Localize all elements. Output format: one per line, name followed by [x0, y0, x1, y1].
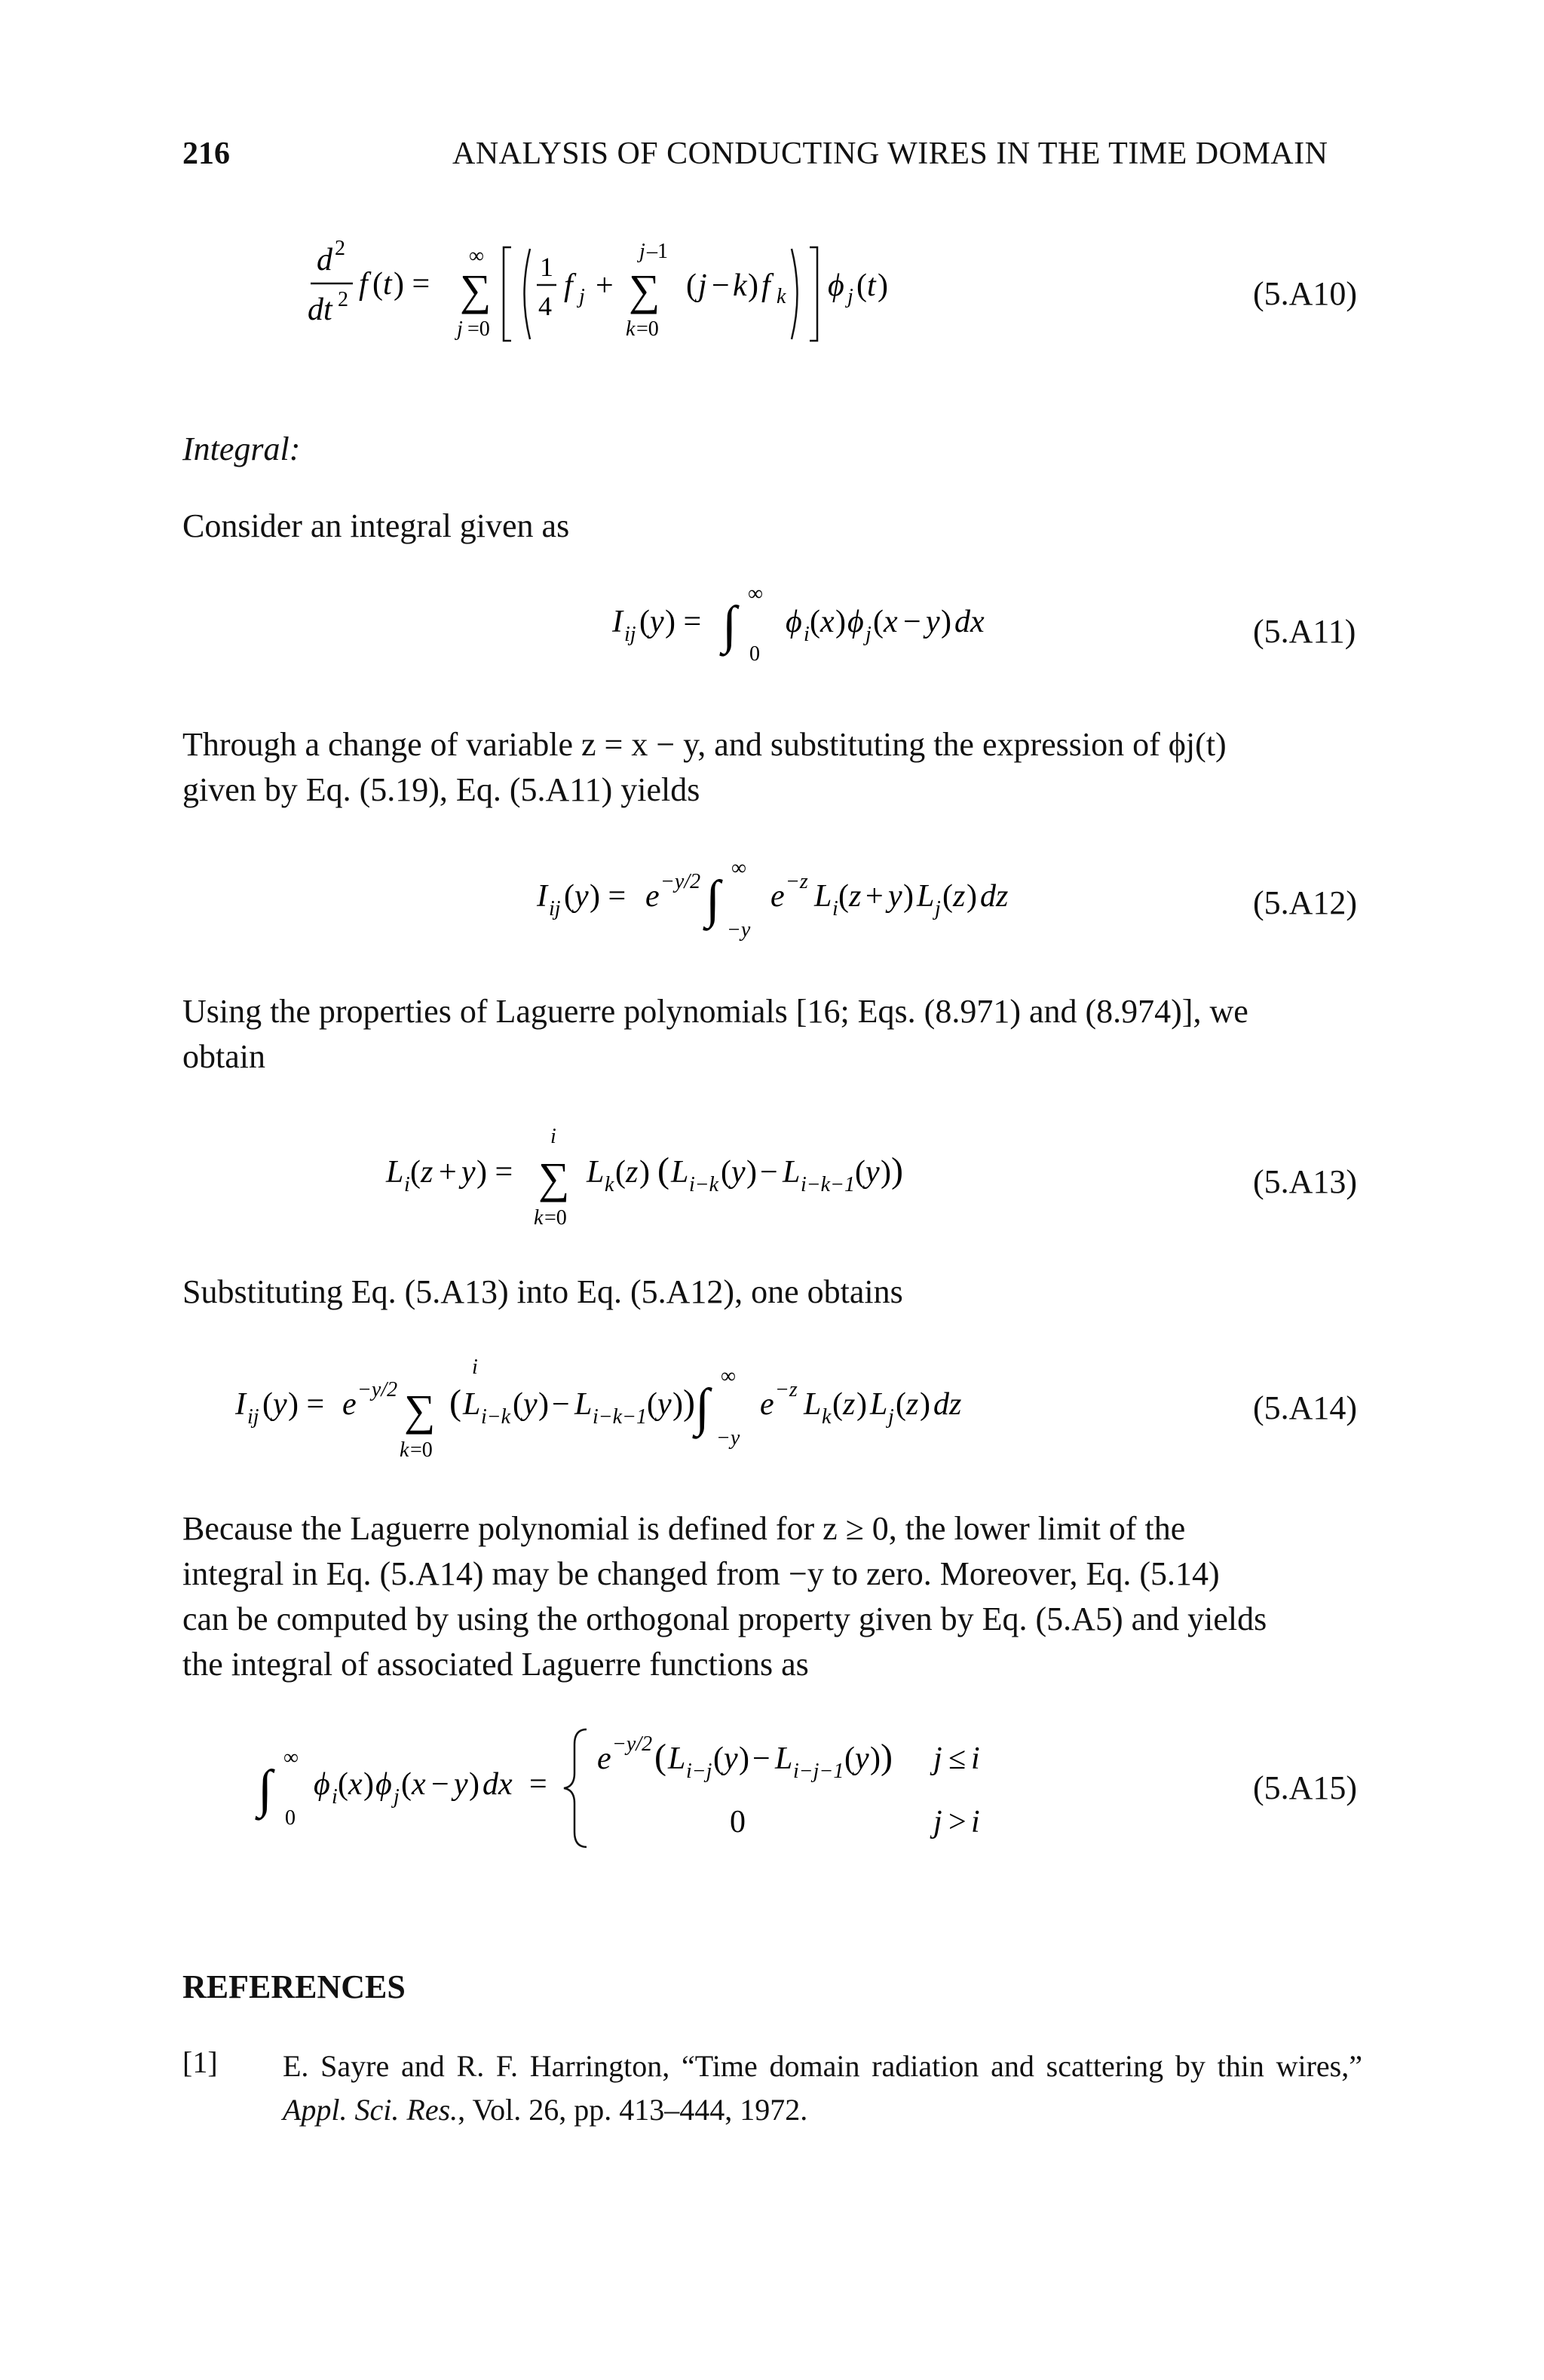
equation-label-5a13: (5.A13) [1253, 1163, 1358, 1200]
svg-text:): ) [870, 1741, 881, 1776]
svg-text:L: L [804, 1387, 822, 1422]
svg-text:z: z [421, 1155, 433, 1190]
svg-text:y: y [657, 1387, 672, 1422]
svg-text:dx: dx [482, 1767, 513, 1802]
svg-text:(: ( [647, 1387, 657, 1422]
svg-text:0: 0 [730, 1805, 746, 1839]
svg-text:): ) [967, 879, 977, 914]
svg-text:ij: ij [247, 1405, 259, 1429]
svg-text:i: i [971, 1741, 980, 1776]
svg-text:t: t [867, 268, 876, 303]
svg-text:z: z [906, 1387, 919, 1422]
svg-text:y: y [454, 1767, 468, 1802]
svg-text:): ) [881, 1737, 893, 1777]
svg-text:z: z [843, 1387, 856, 1422]
svg-text:−: − [752, 1741, 770, 1776]
equation-label-5a11: (5.A11) [1253, 613, 1356, 650]
svg-text:(: ( [856, 268, 867, 303]
paragraph-5-line-4: the integral of associated Laguerre functions as [182, 1646, 809, 1683]
svg-text:∑: ∑ [538, 1153, 570, 1202]
svg-text:z: z [849, 879, 862, 914]
svg-text:∞: ∞ [748, 582, 763, 605]
svg-text:j: j [933, 1805, 942, 1839]
svg-text:L: L [814, 879, 832, 914]
equation-5a12 [534, 844, 1152, 950]
svg-text:i: i [404, 1173, 410, 1196]
svg-text:d: d [317, 243, 332, 277]
svg-text:k: k [822, 1405, 832, 1429]
svg-text:f: f [761, 268, 770, 303]
svg-text:k: k [777, 285, 786, 308]
equation-5a13 [383, 1120, 1107, 1241]
svg-text:e: e [760, 1387, 774, 1422]
svg-text:−y/2: −y/2 [612, 1732, 653, 1756]
reference-entry [283, 2045, 1362, 2132]
svg-text:i: i [472, 1355, 478, 1379]
section-heading-integral: Integral: [182, 430, 301, 467]
svg-text:i−j−1: i−j−1 [793, 1760, 844, 1783]
svg-text:−z: −z [786, 870, 808, 893]
svg-text:i−k−1: i−k−1 [593, 1405, 647, 1429]
svg-text:−y: −y [716, 1426, 740, 1450]
svg-text:∞: ∞ [283, 1746, 299, 1769]
svg-text:j: j [888, 1405, 894, 1429]
svg-text:): ) [363, 1767, 374, 1802]
svg-text:=: = [529, 1767, 547, 1802]
svg-text:ϕ: ϕ [828, 268, 844, 303]
svg-text:x: x [412, 1767, 426, 1802]
svg-text:=0: =0 [636, 317, 659, 341]
svg-text:): ) [920, 1387, 930, 1422]
svg-text:ϕ: ϕ [375, 1767, 392, 1802]
svg-text:(: ( [410, 1155, 421, 1190]
svg-text:+: + [865, 879, 884, 914]
svg-text:2: 2 [335, 237, 345, 260]
svg-text:−y: −y [727, 918, 751, 942]
svg-text:(: ( [449, 1383, 461, 1423]
equation-5a14 [232, 1346, 1182, 1467]
svg-text:y: y [574, 879, 589, 914]
paragraph-1: Consider an integral given as [182, 507, 570, 544]
svg-text:f: f [564, 268, 573, 303]
svg-text:): ) [748, 268, 758, 303]
svg-text:) =: ) = [394, 267, 430, 302]
svg-text:−: − [903, 605, 921, 639]
svg-text:): ) [941, 605, 951, 639]
svg-text:(: ( [721, 1155, 731, 1190]
svg-text:∑: ∑ [460, 265, 492, 314]
equation-label-5a12: (5.A12) [1253, 884, 1358, 921]
reference-journal: Appl. Sci. Res. [283, 2093, 458, 2127]
reference-text-part-2: , Vol. 26, pp. 413–444, 1972. [458, 2093, 808, 2127]
svg-text:=0: =0 [410, 1438, 433, 1462]
svg-text:e: e [597, 1741, 611, 1776]
svg-text:=0: =0 [467, 317, 490, 341]
svg-text:) =: ) = [590, 879, 626, 914]
svg-text:z: z [953, 879, 966, 914]
svg-text:−: − [431, 1767, 449, 1802]
svg-text:(: ( [262, 1387, 273, 1422]
page-number: 216 [182, 136, 230, 171]
svg-text:i−k−1: i−k−1 [801, 1173, 855, 1196]
svg-text:j: j [865, 623, 872, 646]
svg-text:y: y [650, 605, 664, 639]
svg-text:∞: ∞ [731, 856, 746, 880]
svg-text:): ) [835, 605, 846, 639]
svg-text:∑: ∑ [629, 265, 660, 314]
svg-text:): ) [881, 1155, 891, 1190]
svg-text:f: f [359, 267, 368, 302]
svg-text:(: ( [838, 879, 849, 914]
svg-text:j: j [698, 268, 707, 303]
svg-text:ij: ij [624, 623, 636, 646]
svg-text:(: ( [713, 1741, 724, 1776]
svg-text:+: + [439, 1155, 457, 1190]
svg-text:e: e [645, 879, 660, 914]
svg-text:I: I [612, 605, 623, 639]
svg-text:): ) [683, 1383, 695, 1423]
svg-text:y: y [865, 1155, 880, 1190]
svg-text:0: 0 [749, 642, 760, 666]
svg-text:(: ( [615, 1155, 626, 1190]
equation-5a10 [300, 226, 1129, 362]
svg-text:i: i [832, 897, 838, 920]
svg-text:): ) [672, 1387, 683, 1422]
svg-text:) =: ) = [476, 1155, 513, 1190]
svg-text:L: L [574, 1387, 593, 1422]
svg-text:dz: dz [933, 1387, 962, 1422]
equation-5a15 [255, 1719, 1205, 1855]
svg-text:j: j [579, 285, 585, 308]
paragraph-5-line-2: integral in Eq. (5.A14) may be changed from −y to zero. Moreover, Eq. (5.14) [182, 1555, 1220, 1592]
equation-label-5a15: (5.A15) [1253, 1769, 1358, 1806]
svg-text:(: ( [942, 879, 953, 914]
svg-text:e: e [770, 879, 785, 914]
svg-text:y: y [724, 1741, 738, 1776]
svg-text:(: ( [564, 879, 574, 914]
svg-text:−z: −z [775, 1378, 798, 1401]
svg-text:=0: =0 [544, 1206, 567, 1230]
svg-text:k: k [534, 1206, 544, 1230]
svg-text:k: k [605, 1173, 614, 1196]
svg-text:ϕ: ϕ [786, 605, 802, 639]
svg-text:(: ( [855, 1155, 865, 1190]
svg-text:j: j [847, 285, 853, 308]
svg-text:): ) [746, 1155, 757, 1190]
paragraph-3-line-2: obtain [182, 1038, 265, 1075]
svg-text:j: j [933, 1741, 942, 1776]
svg-text:–1: –1 [647, 240, 668, 263]
svg-text:(: ( [372, 267, 383, 302]
svg-text:I: I [537, 879, 547, 914]
svg-text:−y/2: −y/2 [357, 1378, 398, 1401]
svg-text:(: ( [873, 605, 884, 639]
svg-text:dz: dz [980, 879, 1009, 914]
svg-text:>: > [948, 1805, 967, 1839]
svg-text:(: ( [657, 1150, 669, 1190]
svg-text:∞: ∞ [469, 244, 484, 268]
svg-text:(: ( [896, 1387, 906, 1422]
paragraph-4: Substituting Eq. (5.A13) into Eq. (5.A12), one obtains [182, 1273, 903, 1310]
svg-text:L: L [671, 1155, 689, 1190]
svg-text:): ) [639, 1155, 650, 1190]
svg-text:L: L [463, 1387, 481, 1422]
svg-text:i: i [971, 1805, 980, 1839]
svg-text:∞: ∞ [721, 1365, 736, 1388]
svg-text:): ) [856, 1387, 867, 1422]
svg-text:i: i [332, 1785, 338, 1809]
svg-text:(: ( [639, 605, 650, 639]
svg-text:I: I [235, 1387, 246, 1422]
svg-text:y: y [523, 1387, 538, 1422]
svg-text:≤: ≤ [948, 1741, 967, 1776]
svg-text:L: L [668, 1741, 686, 1776]
svg-text:k: k [626, 317, 636, 341]
svg-text:e: e [342, 1387, 357, 1422]
svg-text:y: y [731, 1155, 746, 1190]
svg-text:j: j [639, 240, 645, 263]
svg-text:x: x [348, 1767, 363, 1802]
references-heading: REFERENCES [182, 1968, 406, 2005]
svg-text:4: 4 [538, 291, 552, 321]
svg-text:(: ( [401, 1767, 412, 1802]
svg-text:L: L [587, 1155, 605, 1190]
svg-text:L: L [917, 879, 935, 914]
equation-5a11 [609, 573, 1137, 671]
svg-text:x: x [820, 605, 835, 639]
svg-text:i: i [550, 1125, 556, 1148]
svg-text:i−k: i−k [481, 1405, 511, 1429]
running-title: ANALYSIS OF CONDUCTING WIRES IN THE TIME DOMAIN [452, 136, 1328, 171]
svg-text:∫: ∫ [258, 1760, 273, 1818]
svg-text:∑: ∑ [404, 1386, 436, 1435]
svg-text:(: ( [338, 1767, 348, 1802]
svg-text:1: 1 [540, 252, 553, 282]
svg-text:(: ( [810, 605, 820, 639]
svg-text:t: t [383, 267, 392, 302]
svg-text:y: y [273, 1387, 287, 1422]
svg-text:k: k [400, 1438, 409, 1462]
svg-text:i: i [804, 623, 810, 646]
svg-text:0: 0 [285, 1806, 296, 1830]
svg-text:+: + [596, 268, 614, 303]
svg-text:j: j [935, 897, 941, 920]
svg-text:): ) [739, 1741, 749, 1776]
svg-text:z: z [626, 1155, 639, 1190]
svg-text:j: j [457, 317, 463, 341]
reference-number: [1] [182, 2045, 218, 2079]
svg-text:k: k [733, 268, 747, 303]
svg-text:y: y [855, 1741, 869, 1776]
equation-label-5a10: (5.A10) [1253, 275, 1358, 312]
svg-text:−y/2: −y/2 [660, 870, 701, 893]
paragraph-5-line-3: can be computed by using the orthogonal property given by Eq. (5.A5) and yields [182, 1600, 1267, 1637]
svg-text:): ) [891, 1150, 903, 1190]
svg-text:−: − [712, 268, 730, 303]
svg-text:(: ( [844, 1741, 855, 1776]
svg-text:) =: ) = [288, 1387, 325, 1422]
equation-label-5a14: (5.A14) [1253, 1389, 1358, 1426]
svg-text:−: − [760, 1155, 778, 1190]
reference-text-part-1: E. Sayre and R. F. Harrington, “Time domain radiation and scattering by thin wires,” [283, 2049, 1362, 2083]
svg-text:ϕ: ϕ [847, 605, 864, 639]
svg-text:L: L [870, 1387, 888, 1422]
svg-text:∫: ∫ [695, 1379, 710, 1437]
svg-text:) =: ) = [665, 605, 702, 639]
svg-text:L: L [386, 1155, 404, 1190]
svg-text:(: ( [513, 1387, 523, 1422]
svg-text:y: y [888, 879, 902, 914]
svg-text:ij: ij [549, 897, 561, 920]
svg-text:2: 2 [338, 288, 348, 311]
svg-text:y: y [461, 1155, 476, 1190]
svg-text:(: ( [654, 1737, 666, 1777]
svg-text:−: − [552, 1387, 570, 1422]
paragraph-3-line-1: Using the properties of Laguerre polynomials [16; Eqs. (8.971) and (8.974)], we [182, 993, 1248, 1030]
paragraph-5-line-1: Because the Laguerre polynomial is defined for z ≥ 0, the lower limit of the [182, 1510, 1186, 1547]
svg-text:j: j [394, 1785, 400, 1809]
svg-text:∫: ∫ [706, 871, 721, 929]
svg-text:): ) [878, 268, 888, 303]
svg-text:L: L [783, 1155, 801, 1190]
svg-text:ϕ: ϕ [314, 1767, 330, 1802]
svg-text:(: ( [686, 268, 697, 303]
svg-text:x: x [884, 605, 898, 639]
svg-text:(: ( [832, 1387, 843, 1422]
svg-text:∫: ∫ [722, 596, 737, 654]
paragraph-2-line-2: given by Eq. (5.19), Eq. (5.A11) yields [182, 771, 700, 808]
svg-text:i−k: i−k [689, 1173, 719, 1196]
svg-text:dx: dx [954, 605, 985, 639]
svg-text:): ) [538, 1387, 549, 1422]
svg-text:dt: dt [308, 293, 332, 327]
paragraph-2-line-1: Through a change of variable z = x − y, and substituting the expression of ϕj(t) [182, 726, 1227, 763]
svg-text:): ) [903, 879, 914, 914]
svg-text:y: y [926, 605, 940, 639]
svg-text:i−j: i−j [686, 1760, 712, 1783]
svg-text:L: L [775, 1741, 793, 1776]
svg-text:): ) [469, 1767, 479, 1802]
